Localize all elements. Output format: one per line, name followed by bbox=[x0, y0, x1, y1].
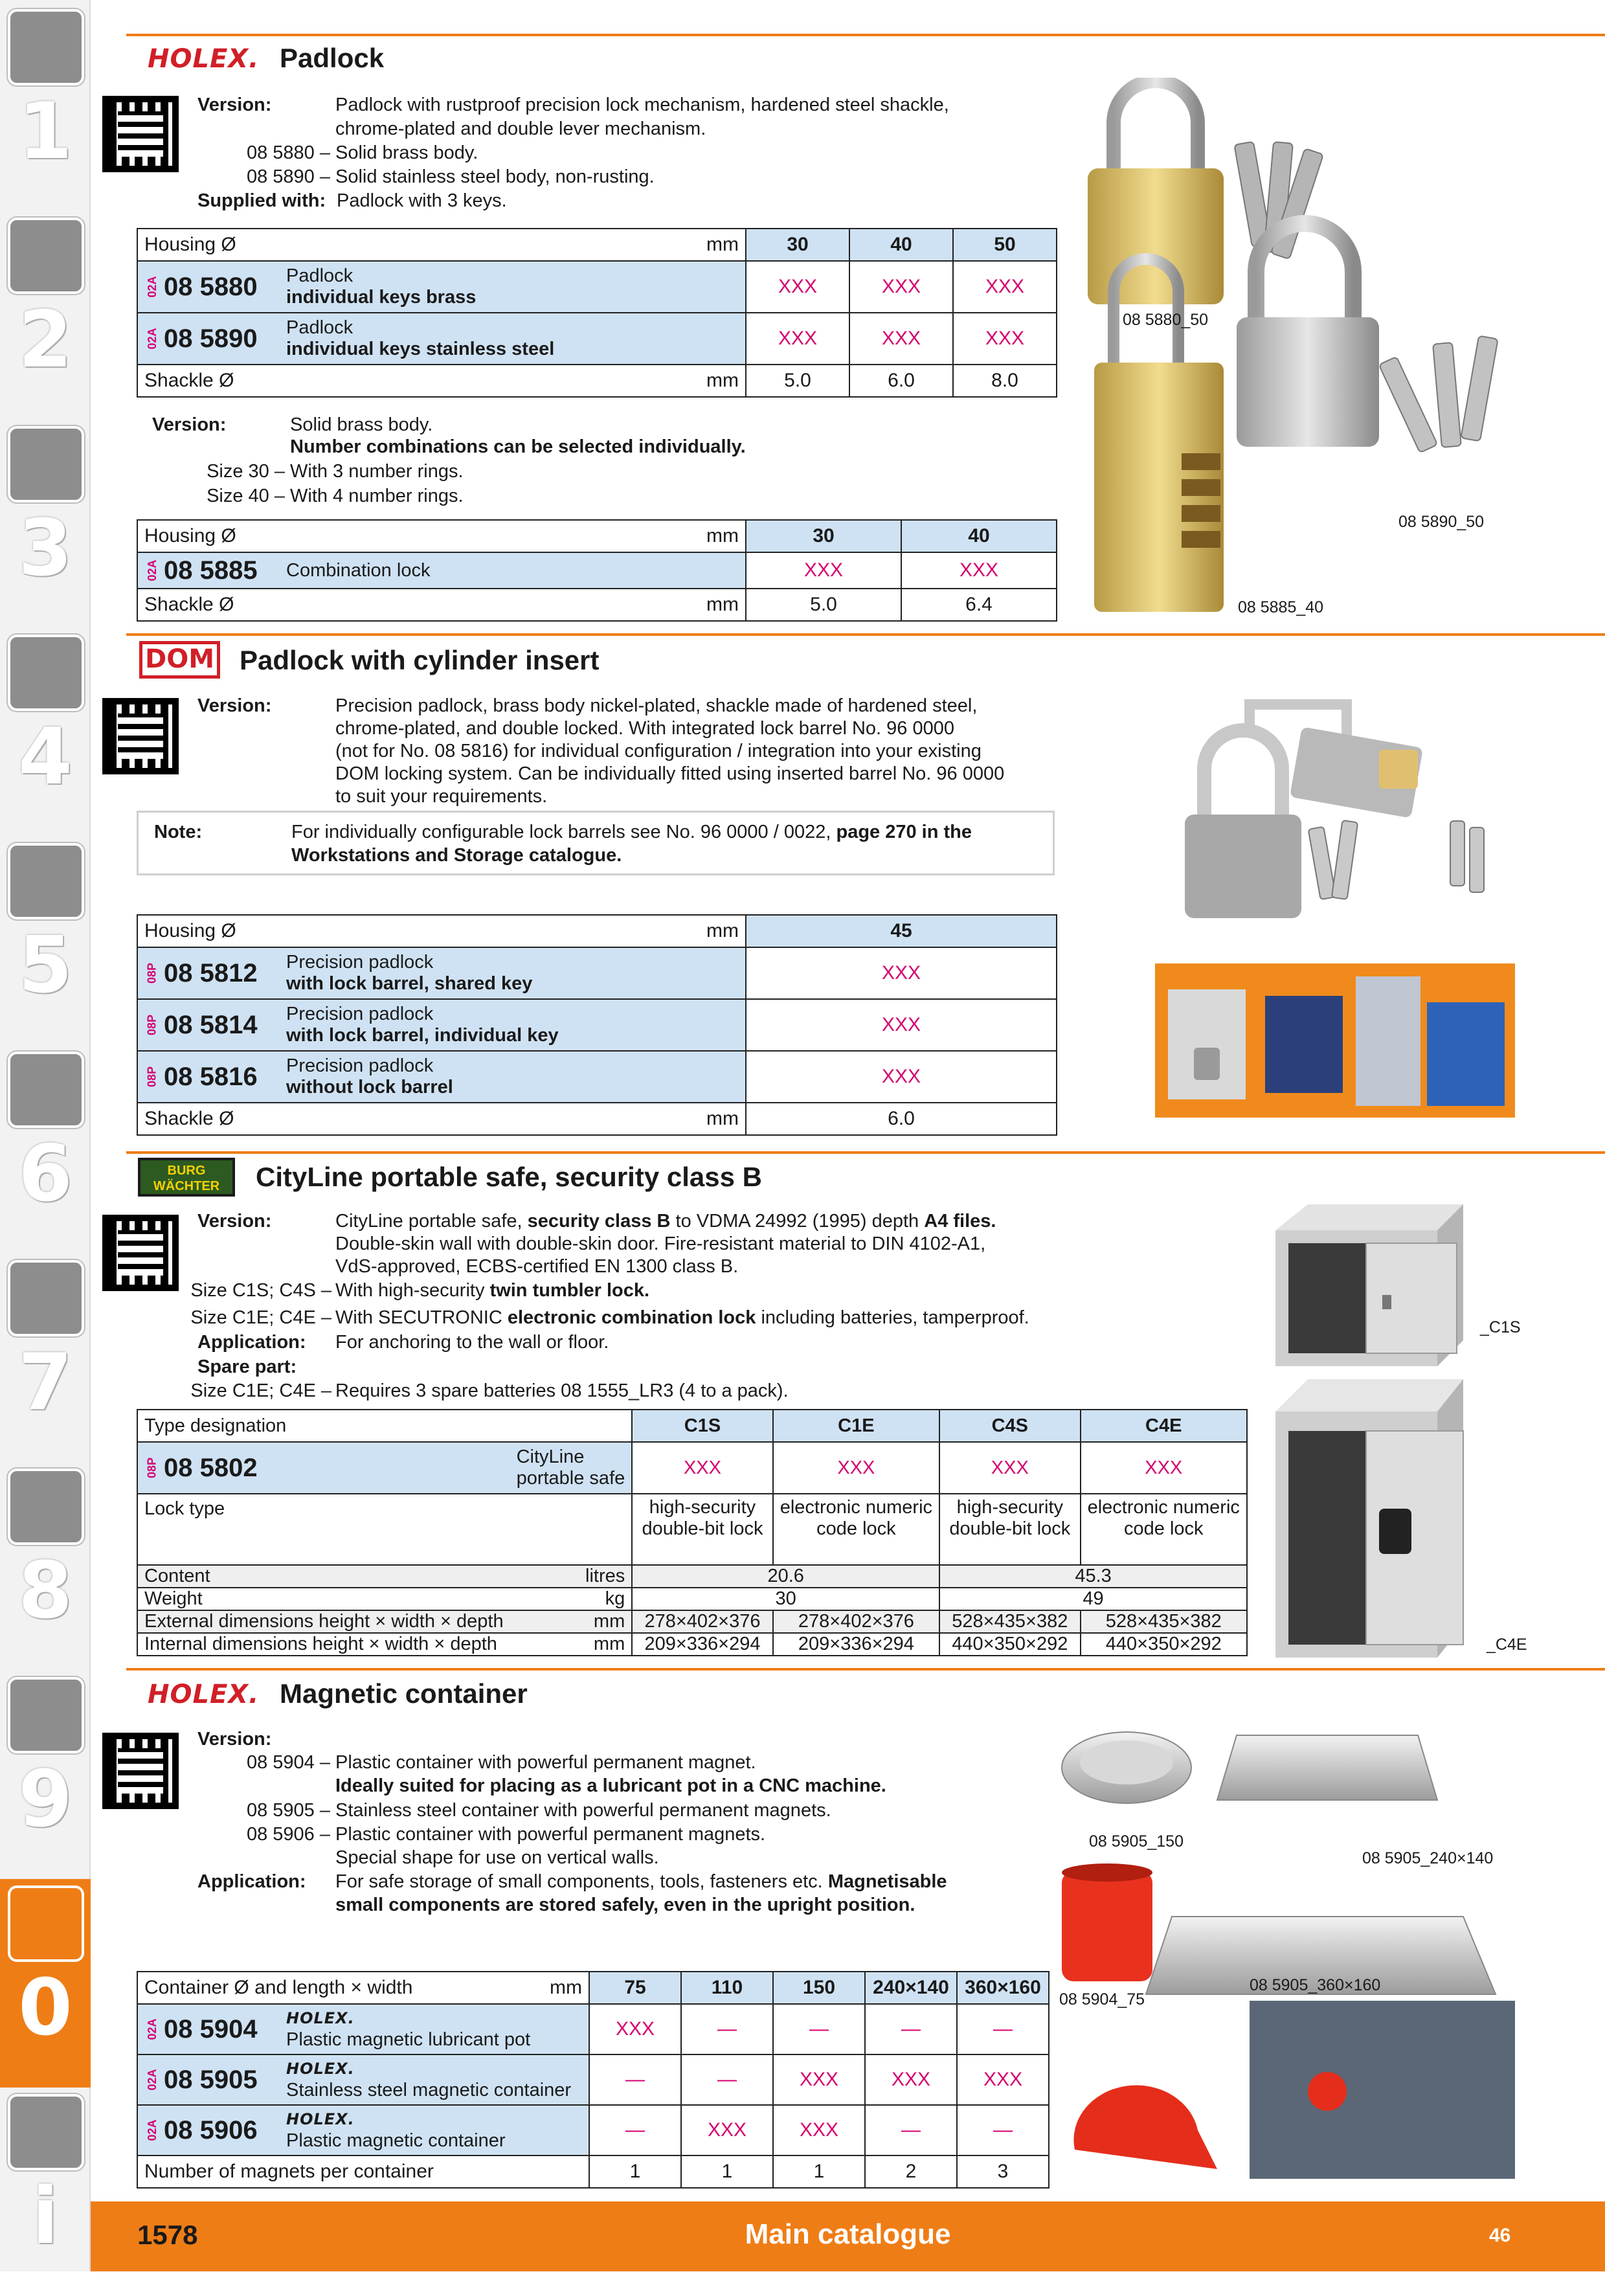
pliers-icon bbox=[8, 1260, 84, 1336]
price-cell: XXX bbox=[746, 313, 849, 365]
footer-value: 5.0 bbox=[746, 589, 901, 621]
magnetic-container-photo bbox=[1055, 1722, 1593, 2189]
spec-unit: mm bbox=[510, 1633, 633, 1656]
table-unit: mm bbox=[688, 229, 746, 261]
version-text-line: Precision padlock, brass body nickel-plated, shackle made of hardened steel, bbox=[335, 695, 978, 716]
article-number: 08 5812 bbox=[164, 958, 258, 987]
table-row[interactable] bbox=[137, 313, 1057, 365]
type-header: C4S bbox=[939, 1410, 1080, 1442]
article-number: 08 5814 bbox=[164, 1010, 258, 1039]
image-caption: 08 5905_360×160 bbox=[1250, 1976, 1381, 1994]
article-text: portable safe bbox=[516, 1468, 625, 1489]
lock-type-label: Lock type bbox=[137, 1494, 632, 1565]
footer-label: Shackle Ø bbox=[137, 589, 688, 621]
category-code: 02A bbox=[146, 559, 159, 581]
article-text: Stainless steel magnetic container bbox=[286, 2080, 572, 2100]
version-label: Version: bbox=[197, 1729, 272, 1750]
size-text: With 3 number rings. bbox=[290, 461, 464, 482]
article-text-bold: individual keys stainless steel bbox=[286, 339, 555, 359]
version-text-line: Solid brass body. bbox=[290, 414, 433, 435]
category-code: 02A bbox=[146, 328, 159, 350]
size-ref: Size C1E; C4E – bbox=[190, 1380, 331, 1401]
item-ref: 08 5905 – bbox=[246, 1800, 330, 1821]
chapter-tab[interactable] bbox=[0, 1671, 91, 1879]
toolcase-icon bbox=[8, 1469, 84, 1545]
price-cell: — bbox=[681, 2054, 773, 2105]
spec-label: Internal dimensions height × width × depth bbox=[137, 1633, 510, 1656]
chapter-number: 4 bbox=[18, 712, 73, 802]
image-caption: 08 5890_50 bbox=[1398, 513, 1485, 531]
size-ref: Size C1S; C4S – bbox=[190, 1280, 331, 1301]
spec-label: External dimensions height × width × depth bbox=[137, 1610, 510, 1633]
price-cell: XXX bbox=[746, 1051, 1057, 1103]
note-text: For individually configurable lock barrels see No. 96 0000 / 0022, bbox=[291, 822, 831, 842]
item-ref: 08 5906 – bbox=[246, 1824, 330, 1845]
item-ref: 08 5890 – bbox=[246, 166, 330, 187]
spec-label: Weight bbox=[137, 1588, 510, 1610]
price-cell: XXX bbox=[957, 2054, 1049, 2105]
type-header-label: Type designation bbox=[137, 1410, 632, 1442]
spec-unit: kg bbox=[510, 1588, 633, 1610]
item-ref: 08 5904 – bbox=[246, 1752, 330, 1773]
price-cell: — bbox=[589, 2054, 681, 2105]
size-ref: Size 30 – bbox=[207, 461, 285, 482]
price-cell: XXX bbox=[953, 313, 1057, 365]
size-header: 45 bbox=[746, 915, 1057, 947]
size-text: With 4 number rings. bbox=[290, 486, 464, 506]
table-row[interactable] bbox=[137, 261, 1057, 313]
chapter-number: 6 bbox=[18, 1129, 73, 1219]
price-cell: XXX bbox=[746, 552, 901, 589]
spec-value: 20.6 bbox=[632, 1565, 939, 1588]
chapter-sidebar bbox=[0, 0, 91, 2271]
footer-label: Shackle Ø bbox=[137, 365, 688, 397]
safety-glasses-icon bbox=[8, 1885, 84, 1962]
version-label: Version: bbox=[197, 1211, 272, 1232]
version-label: Version: bbox=[197, 95, 272, 115]
category-code: 08P bbox=[145, 1066, 159, 1088]
chapter-number: 2 bbox=[18, 295, 73, 385]
size-header: 150 bbox=[773, 1972, 865, 2004]
chapter-tab[interactable] bbox=[0, 211, 91, 420]
size-header: 75 bbox=[589, 1972, 681, 2004]
section-title-padlock: Padlock bbox=[280, 43, 385, 73]
padlock-table bbox=[137, 228, 1057, 398]
price-cell: — bbox=[589, 2105, 681, 2155]
version-text-line: (not for No. 08 5816) for individual configuration / integration into your existing bbox=[335, 741, 982, 761]
padlock-product-photo bbox=[1075, 78, 1580, 622]
price-cell: XXX bbox=[849, 313, 953, 365]
table-row[interactable] bbox=[137, 1051, 1057, 1103]
version-text: CityLine portable safe, bbox=[335, 1211, 522, 1232]
price-cell: XXX bbox=[1081, 1442, 1247, 1494]
size-text: including batteries, tamperproof. bbox=[761, 1307, 1029, 1328]
lock-type-value: electronic numeric bbox=[1087, 1497, 1240, 1518]
section-divider bbox=[126, 633, 1605, 636]
spec-value: 209×336×294 bbox=[632, 1633, 772, 1656]
section-divider bbox=[126, 34, 1605, 36]
article-text: CityLine bbox=[516, 1446, 585, 1467]
burgwaechter-logo bbox=[138, 1158, 235, 1197]
image-caption: _C1S bbox=[1480, 1318, 1521, 1336]
item-text: Plastic container with powerful permanent magnets. bbox=[335, 1824, 766, 1845]
supplied-label: Supplied with: bbox=[197, 190, 326, 211]
holex-logo: HOLEX. bbox=[286, 2009, 355, 2027]
version-text: Double-skin wall with double-skin door. Fire-resistant material to DIN 4102-A1, bbox=[335, 1233, 986, 1254]
chapter-tab[interactable] bbox=[0, 1879, 91, 2088]
spec-label: Content bbox=[137, 1565, 510, 1588]
version-text-bold: Number combinations can be selected individually. bbox=[290, 436, 746, 457]
table-row[interactable] bbox=[137, 2054, 1049, 2105]
size-ref: Size 40 – bbox=[207, 486, 285, 506]
table-unit: mm bbox=[688, 520, 746, 552]
category-code: 02A bbox=[146, 2018, 159, 2040]
tool-cabinet-icon bbox=[8, 1677, 84, 1753]
size-header: 240×140 bbox=[865, 1972, 957, 2004]
lock-type-value: double-bit lock bbox=[642, 1518, 763, 1539]
grinding-disc-icon bbox=[8, 843, 84, 919]
chapter-tab[interactable] bbox=[0, 1254, 91, 1462]
size-header: 40 bbox=[901, 520, 1057, 552]
version-text-line: to suit your requirements. bbox=[335, 786, 548, 807]
supplied-text: Padlock with 3 keys. bbox=[337, 190, 507, 211]
table-row[interactable] bbox=[137, 947, 1057, 999]
image-caption: 08 5905_150 bbox=[1089, 1832, 1184, 1851]
price-cell: XXX bbox=[901, 552, 1057, 589]
application-text: For safe storage of small components, tools, fasteners etc. bbox=[335, 1871, 823, 1892]
version-text: to VDMA 24992 (1995) depth bbox=[675, 1211, 919, 1232]
chapter-tab[interactable] bbox=[0, 628, 91, 837]
image-caption: _C4E bbox=[1487, 1636, 1527, 1654]
size-header: 40 bbox=[849, 229, 953, 261]
price-cell: — bbox=[865, 2004, 957, 2054]
item-text: Stainless steel container with powerful permanent magnets. bbox=[335, 1800, 831, 1821]
size-text: With high-security bbox=[335, 1280, 485, 1301]
article-text: Plastic magnetic lubricant pot bbox=[286, 2029, 531, 2050]
table-header-label: Container Ø and length × width bbox=[137, 1972, 543, 2004]
tool-holder-icon bbox=[8, 426, 84, 502]
footer-value: 1 bbox=[589, 2155, 681, 2188]
article-text: Precision padlock bbox=[286, 1055, 434, 1076]
page-footer bbox=[91, 2201, 1605, 2271]
wrench-icon bbox=[8, 1052, 84, 1128]
category-code: 08P bbox=[145, 1457, 159, 1479]
note-text-bold: Workstations and Storage catalogue. bbox=[291, 845, 622, 866]
size-header: 30 bbox=[746, 520, 901, 552]
item-text: Special shape for use on vertical walls. bbox=[335, 1847, 659, 1868]
version-text-line: Padlock with rustproof precision lock mechanism, hardened steel shackle, bbox=[335, 95, 949, 115]
lock-type-value: high-security bbox=[649, 1497, 756, 1518]
safe-table bbox=[137, 1409, 1248, 1656]
footer-value: 5.0 bbox=[746, 365, 849, 397]
chapter-number: 1 bbox=[18, 87, 73, 177]
lock-type-value: electronic numeric bbox=[780, 1497, 933, 1518]
spec-value: 30 bbox=[632, 1588, 939, 1610]
spec-value: 440×350×292 bbox=[939, 1633, 1080, 1656]
qr-code-icon[interactable] bbox=[102, 698, 179, 774]
item-text: Plastic container with powerful permanent magnet. bbox=[335, 1752, 756, 1773]
application-label: Application: bbox=[197, 1871, 306, 1892]
footer-value: 1 bbox=[773, 2155, 865, 2188]
article-number: 08 5906 bbox=[164, 2115, 258, 2144]
chapter-number: 8 bbox=[18, 1546, 73, 1636]
chapter-number: 5 bbox=[18, 921, 73, 1011]
version-text-line: chrome-plated and double lever mechanism. bbox=[335, 118, 706, 139]
spare-part-text: Requires 3 spare batteries 08 1555_LR3 (4 to a pack). bbox=[335, 1380, 789, 1401]
application-text-bold: Magnetisable bbox=[827, 1871, 947, 1892]
drill-icon bbox=[8, 9, 84, 85]
table-unit: mm bbox=[543, 1972, 589, 2004]
holex-logo: HOLEX. bbox=[148, 44, 260, 74]
spec-unit: litres bbox=[510, 1565, 633, 1588]
footer-label: Number of magnets per container bbox=[137, 2155, 589, 2188]
category-code: 08P bbox=[145, 962, 159, 984]
footer-unit: mm bbox=[688, 1103, 746, 1135]
footer-value: 6.0 bbox=[746, 1103, 1057, 1135]
table-header-label: Housing Ø bbox=[137, 229, 688, 261]
price-cell: XXX bbox=[589, 2004, 681, 2054]
price-cell: XXX bbox=[681, 2105, 773, 2155]
article-text-bold: with lock barrel, individual key bbox=[286, 1025, 559, 1046]
lock-type-value: code lock bbox=[1124, 1518, 1204, 1539]
type-header: C1S bbox=[632, 1410, 772, 1442]
article-number: 08 5816 bbox=[164, 1062, 258, 1091]
price-cell: XXX bbox=[632, 1442, 772, 1494]
page-number: 1578 bbox=[137, 2220, 198, 2250]
footer-label: Shackle Ø bbox=[137, 1103, 688, 1135]
version-text-line: chrome-plated, and double locked. With integrated lock barrel No. 96 0000 bbox=[335, 718, 954, 739]
note-label: Note: bbox=[154, 822, 203, 842]
spec-value: 278×402×376 bbox=[632, 1610, 772, 1633]
table-header-label: Housing Ø bbox=[137, 915, 688, 947]
footer-value: 6.0 bbox=[849, 365, 953, 397]
price-cell: — bbox=[957, 2105, 1049, 2155]
qr-code-icon[interactable] bbox=[102, 1733, 179, 1809]
article-number: 08 5802 bbox=[164, 1453, 258, 1482]
image-caption: 08 5905_240×140 bbox=[1362, 1849, 1494, 1867]
article-number: 08 5905 bbox=[164, 2065, 258, 2094]
spec-value: 49 bbox=[939, 1588, 1247, 1610]
cylinder-padlock-photo bbox=[1146, 692, 1547, 925]
table-row[interactable] bbox=[137, 2004, 1049, 2054]
chapter-tab[interactable] bbox=[0, 1045, 91, 1254]
category-code: 08P bbox=[145, 1014, 159, 1036]
section-title-cylinder: Padlock with cylinder insert bbox=[240, 645, 600, 675]
article-text-bold: individual keys brass bbox=[286, 287, 477, 308]
image-caption: 08 5885_40 bbox=[1238, 598, 1324, 616]
version-text: VdS-approved, ECBS-certified EN 1300 class B. bbox=[335, 1256, 739, 1277]
chapter-number: i bbox=[32, 2172, 59, 2262]
chapter-tab[interactable] bbox=[0, 2088, 91, 2296]
table-row[interactable] bbox=[137, 2105, 1049, 2155]
spec-value: 528×435×382 bbox=[1081, 1610, 1247, 1633]
type-header: C4E bbox=[1081, 1410, 1247, 1442]
note-box bbox=[137, 811, 1055, 875]
application-text-bold: small components are stored safely, even in the upright position. bbox=[335, 1895, 915, 1915]
price-cell: — bbox=[681, 2004, 773, 2054]
price-cell: XXX bbox=[939, 1442, 1080, 1494]
version-text-bold: A4 files. bbox=[924, 1211, 996, 1232]
version-label: Version: bbox=[152, 414, 227, 435]
article-text: Precision padlock bbox=[286, 1004, 434, 1024]
application-text: For anchoring to the wall or floor. bbox=[335, 1332, 609, 1353]
section-divider bbox=[126, 1151, 1605, 1154]
article-text: Padlock bbox=[286, 317, 354, 338]
lock-type-value: high-security bbox=[956, 1497, 1064, 1518]
article-number: 08 5880 bbox=[164, 272, 258, 301]
spec-unit: mm bbox=[510, 1610, 633, 1633]
chapter-tab[interactable] bbox=[0, 837, 91, 1045]
safe-c4e-photo bbox=[1269, 1379, 1489, 1664]
spec-value: 45.3 bbox=[939, 1565, 1247, 1588]
note-link[interactable]: page 270 in the bbox=[836, 822, 972, 842]
cylinder-padlock-table bbox=[137, 914, 1057, 1136]
chapter-tab[interactable] bbox=[0, 3, 91, 211]
brand-text: WÄCHTER bbox=[153, 1179, 220, 1193]
version-text-bold: security class B bbox=[527, 1211, 671, 1232]
article-text: Padlock bbox=[286, 265, 354, 286]
price-cell: XXX bbox=[849, 261, 953, 313]
article-number: 08 5904 bbox=[164, 2014, 258, 2043]
combination-lock-table bbox=[137, 519, 1057, 622]
holex-logo: HOLEX. bbox=[286, 2060, 355, 2078]
workshop-application-photo bbox=[1155, 963, 1515, 1118]
price-cell: XXX bbox=[773, 1442, 939, 1494]
category-code: 02A bbox=[146, 2119, 159, 2141]
article-text: Precision padlock bbox=[286, 952, 434, 973]
caliper-icon bbox=[8, 635, 84, 711]
table-header-label: Housing Ø bbox=[137, 520, 688, 552]
spare-part-label: Spare part: bbox=[197, 1356, 297, 1377]
version-label: Version: bbox=[197, 695, 272, 716]
brand-text: BURG bbox=[167, 1164, 206, 1178]
article-text: Plastic magnetic container bbox=[286, 2130, 506, 2151]
article-text-bold: without lock barrel bbox=[286, 1077, 453, 1097]
price-cell: XXX bbox=[746, 947, 1057, 999]
image-caption: 08 5904_75 bbox=[1059, 1990, 1145, 2009]
article-number: 08 5885 bbox=[164, 556, 258, 585]
item-text-bold: Ideally suited for placing as a lubricant pot in a CNC machine. bbox=[335, 1775, 886, 1796]
article-text-bold: with lock barrel, shared key bbox=[286, 973, 533, 994]
price-cell: — bbox=[957, 2004, 1049, 2054]
chapter-number: 0 bbox=[18, 1963, 73, 2053]
size-ref: Size C1E; C4E – bbox=[190, 1307, 331, 1328]
item-text: Solid brass body. bbox=[335, 142, 478, 163]
footer-value: 8.0 bbox=[953, 365, 1057, 397]
spec-value: 278×402×376 bbox=[773, 1610, 939, 1633]
table-row[interactable] bbox=[137, 1442, 1247, 1494]
size-text: With SECUTRONIC bbox=[335, 1307, 502, 1328]
section-title-safe: CityLine portable safe, security class B bbox=[256, 1162, 762, 1192]
section-divider bbox=[126, 1668, 1605, 1671]
price-cell: — bbox=[865, 2105, 957, 2155]
category-code: 02A bbox=[146, 2069, 159, 2091]
item-text: Solid stainless steel body, non-rusting. bbox=[335, 166, 655, 187]
spec-value: 528×435×382 bbox=[939, 1610, 1080, 1633]
table-row[interactable] bbox=[137, 999, 1057, 1051]
size-header: 360×160 bbox=[957, 1972, 1049, 2004]
dom-logo: DOM bbox=[139, 641, 220, 679]
size-header: 50 bbox=[953, 229, 1057, 261]
category-code: 02A bbox=[146, 276, 159, 298]
safe-c1s-photo bbox=[1269, 1204, 1489, 1373]
footer-value: 6.4 bbox=[901, 589, 1057, 621]
lock-type-value: code lock bbox=[816, 1518, 896, 1539]
size-text-bold: electronic combination lock bbox=[507, 1307, 756, 1328]
size-text-bold: twin tumbler lock. bbox=[489, 1280, 650, 1301]
cutting-insert-icon bbox=[8, 218, 84, 294]
holex-logo: HOLEX. bbox=[286, 2110, 355, 2128]
chapter-number: 7 bbox=[18, 1338, 73, 1428]
magnetic-container-table bbox=[137, 1971, 1049, 2189]
footer-title: Main catalogue bbox=[745, 2218, 951, 2250]
page-number-right: 46 bbox=[1489, 2225, 1511, 2246]
application-label: Application: bbox=[197, 1332, 306, 1353]
price-cell: XXX bbox=[746, 999, 1057, 1051]
qr-code-icon[interactable] bbox=[102, 96, 179, 172]
spec-value: 440×350×292 bbox=[1081, 1633, 1247, 1656]
price-cell: XXX bbox=[865, 2054, 957, 2105]
size-header: 30 bbox=[746, 229, 849, 261]
footer-value: 2 bbox=[865, 2155, 957, 2188]
lock-type-value: double-bit lock bbox=[949, 1518, 1071, 1539]
article-text: Combination lock bbox=[280, 552, 746, 589]
footer-unit: mm bbox=[688, 589, 746, 621]
type-header: C1E bbox=[773, 1410, 939, 1442]
spec-value: 209×336×294 bbox=[773, 1633, 939, 1656]
chapter-number: 3 bbox=[18, 504, 73, 594]
chapter-tab[interactable] bbox=[0, 1462, 91, 1671]
section-title-magnetic: Magnetic container bbox=[280, 1678, 528, 1709]
footer-value: 1 bbox=[681, 2155, 773, 2188]
price-cell: XXX bbox=[953, 261, 1057, 313]
size-header: 110 bbox=[681, 1972, 773, 2004]
image-caption: 08 5880_50 bbox=[1123, 311, 1209, 329]
price-cell: XXX bbox=[773, 2054, 865, 2105]
table-row[interactable] bbox=[137, 552, 1057, 589]
holex-logo: HOLEX. bbox=[148, 1680, 260, 1709]
chapter-tab[interactable] bbox=[0, 420, 91, 628]
version-text-line: DOM locking system. Can be individually fitted using inserted barrel No. 96 0000 bbox=[335, 763, 1005, 784]
info-icon bbox=[8, 2094, 84, 2170]
article-number: 08 5890 bbox=[164, 324, 258, 353]
price-cell: XXX bbox=[773, 2105, 865, 2155]
footer-unit: mm bbox=[688, 365, 746, 397]
chapter-number: 9 bbox=[18, 1755, 73, 1845]
footer-value: 3 bbox=[957, 2155, 1049, 2188]
price-cell: — bbox=[773, 2004, 865, 2054]
item-ref: 08 5880 – bbox=[246, 142, 330, 163]
price-cell: XXX bbox=[746, 261, 849, 313]
table-unit: mm bbox=[688, 915, 746, 947]
